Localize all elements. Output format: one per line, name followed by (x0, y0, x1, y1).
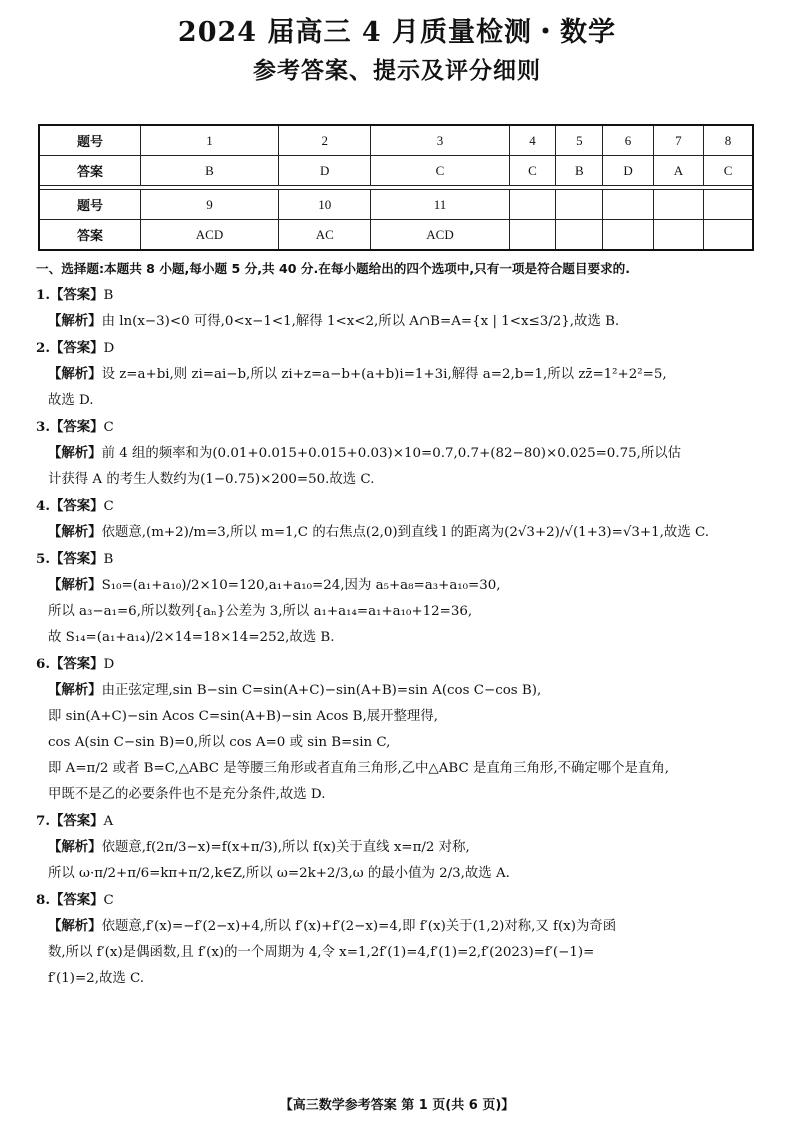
analysis-text: 依题意,f(2π/3−x)=f(x+π/3),所以 f(x)关于直线 x=π/2 对称, (101, 840, 470, 855)
table-cell (509, 190, 556, 220)
analysis-line (36, 730, 760, 756)
table-cell: ACD (371, 220, 509, 251)
table-cell (556, 220, 603, 251)
answer-label: 【答案】 (49, 893, 104, 908)
question-number: 7. (36, 813, 50, 829)
table-cell: 4 (509, 125, 556, 156)
analysis-text: 即 sin(A+C)−sin Acos C=sin(A+B)−sin Acos B,展开整理得, (48, 709, 438, 724)
row-label-question: 题号 (39, 190, 141, 220)
table-cell: C (371, 156, 509, 186)
analysis-label: 【解析】 (48, 683, 102, 698)
table-cell (603, 190, 653, 220)
analysis-text: 即 A=π/2 或者 B=C,△ABC 是等腰三角形或者直角三角形,乙中△ABC 是直角三角形,不确定哪个是直角, (48, 761, 669, 776)
analysis-text: 前 4 组的频率和为(0.01+0.015+0.015+0.03)×10=0.7,0.7+(82−80)×0.025=0.75,所以估 (101, 446, 682, 461)
analysis-text: cos A(sin C−sin B)=0,所以 cos A=0 或 sin B=sin C, (48, 735, 391, 750)
answer-line (36, 546, 760, 573)
question-number: 4. (36, 498, 50, 514)
question-block (36, 335, 760, 414)
question-block (36, 282, 760, 335)
table-cell: AC (279, 220, 371, 251)
table-row-numbers-2 (39, 190, 753, 220)
answer-value: C (103, 893, 114, 908)
page-title: 2024 届高三 4 月质量检测・数学 (177, 17, 617, 48)
analysis-line (36, 704, 760, 730)
question-block (36, 651, 760, 808)
question-number: 1. (36, 287, 50, 303)
table-cell (704, 220, 753, 251)
analysis-text: f′(1)=2,故选 C. (48, 971, 145, 986)
section-heading: 一、选择题:本题共 8 小题,每小题 5 分,共 40 分.在每小题给出的四个选项中,只有一项是符合题目要求的. (36, 261, 631, 276)
table-cell: 6 (603, 125, 653, 156)
table-cell (509, 220, 556, 251)
answer-value: D (103, 657, 115, 672)
answer-value: C (103, 420, 114, 435)
answer-value: A (103, 814, 114, 829)
table-cell: D (279, 156, 371, 186)
analysis-line (36, 573, 760, 599)
analysis-text: 设 z=a+bi,则 zi=ai−b,所以 zi+z=a−b+(a+b)i=1+3i,解得 a=2,b=1,所以 zz̄=1²+2²=5, (101, 367, 667, 382)
answer-label: 【答案】 (49, 341, 104, 356)
analysis-line (36, 625, 760, 651)
answer-line (36, 493, 760, 520)
analysis-label: 【解析】 (48, 525, 102, 540)
question-number: 8. (36, 892, 50, 908)
table-cell: 11 (371, 190, 509, 220)
table-row-answers-1 (39, 156, 753, 186)
solutions-body (36, 256, 760, 992)
analysis-text: 甲既不是乙的必要条件也不是充分条件,故选 D. (48, 787, 326, 802)
table-cell (653, 190, 703, 220)
analysis-label: 【解析】 (48, 367, 102, 382)
table-cell (556, 190, 603, 220)
table-row-numbers-1 (39, 125, 753, 156)
question-number: 2. (36, 340, 50, 356)
analysis-line (36, 362, 760, 388)
analysis-line (36, 520, 760, 546)
analysis-label: 【解析】 (48, 840, 102, 855)
analysis-text: 故 S₁₄=(a₁+a₁₄)/2×14=18×14=252,故选 B. (48, 630, 335, 645)
analysis-line (36, 309, 760, 335)
answer-line (36, 282, 760, 309)
analysis-label: 【解析】 (48, 578, 102, 593)
table-cell: 8 (704, 125, 753, 156)
analysis-label: 【解析】 (48, 919, 102, 934)
answer-line (36, 414, 760, 441)
answer-label: 【答案】 (49, 552, 104, 567)
page-subtitle: 参考答案、提示及评分细则 (253, 57, 541, 84)
table-cell: 9 (141, 190, 279, 220)
table-cell (653, 220, 703, 251)
question-list (36, 282, 760, 992)
question-number: 6. (36, 656, 50, 672)
question-number: 3. (36, 419, 50, 435)
table-cell: A (653, 156, 703, 186)
analysis-text: 由 ln(x−3)<0 可得,0<x−1<1,解得 1<x<2,所以 A∩B=A={x | 1<x≤3/2},故选 B. (101, 314, 620, 329)
row-label-answer: 答案 (39, 220, 141, 251)
analysis-text: S₁₀=(a₁+a₁₀)/2×10=120,a₁+a₁₀=24,因为 a₅+a₈=a₃+a₁₀=30, (101, 578, 501, 593)
answer-line (36, 651, 760, 678)
analysis-line (36, 467, 760, 493)
analysis-line (36, 861, 760, 887)
analysis-label: 【解析】 (48, 446, 102, 461)
answer-label: 【答案】 (49, 288, 104, 303)
analysis-line (36, 441, 760, 467)
analysis-line (36, 756, 760, 782)
question-block (36, 493, 760, 546)
answer-value: B (103, 288, 114, 303)
table-cell: ACD (141, 220, 279, 251)
page-footer: 【高三数学参考答案 第 1 页(共 6 页)】 (279, 1098, 515, 1113)
answer-line (36, 335, 760, 362)
analysis-line (36, 914, 760, 940)
table-cell: D (603, 156, 653, 186)
question-block (36, 808, 760, 887)
table-cell (704, 190, 753, 220)
answer-label: 【答案】 (49, 657, 104, 672)
row-label-question: 题号 (39, 125, 141, 156)
answer-line (36, 808, 760, 835)
answer-value: C (103, 499, 114, 514)
table-cell: 2 (279, 125, 371, 156)
table-cell: 3 (371, 125, 509, 156)
answer-value: D (103, 341, 115, 356)
analysis-line (36, 782, 760, 808)
analysis-text: 所以 a₃−a₁=6,所以数列{aₙ}公差为 3,所以 a₁+a₁₄=a₁+a₁₀+12=36, (48, 604, 473, 619)
table-cell: 1 (141, 125, 279, 156)
analysis-line (36, 835, 760, 861)
question-block (36, 414, 760, 493)
table-cell: 10 (279, 190, 371, 220)
analysis-line (36, 599, 760, 625)
answer-label: 【答案】 (49, 420, 104, 435)
table-cell: C (704, 156, 753, 186)
question-block (36, 546, 760, 651)
answer-label: 【答案】 (49, 499, 104, 514)
table-cell: 5 (556, 125, 603, 156)
analysis-text: 故选 D. (48, 393, 94, 408)
analysis-text: 依题意,(m+2)/m=3,所以 m=1,C 的右焦点(2,0)到直线 l 的距离为(2√3+2)/√(1+3)=√3+1,故选 C. (101, 525, 709, 540)
analysis-line (36, 940, 760, 966)
row-label-answer: 答案 (39, 156, 141, 186)
analysis-text: 依题意,f′(x)=−f′(2−x)+4,所以 f′(x)+f′(2−x)=4,即 f′(x)关于(1,2)对称,又 f(x)为奇函 (101, 919, 617, 934)
answer-line (36, 887, 760, 914)
table-cell: B (556, 156, 603, 186)
analysis-text: 由正弦定理,sin B−sin C=sin(A+C)−sin(A+B)=sin A(cos C−cos B), (101, 683, 542, 698)
question-number: 5. (36, 551, 50, 567)
analysis-text: 计获得 A 的考生人数约为(1−0.75)×200=50.故选 C. (48, 472, 375, 487)
analysis-line (36, 678, 760, 704)
table-cell: B (141, 156, 279, 186)
table-cell: C (509, 156, 556, 186)
analysis-text: 所以 ω·π/2+π/6=kπ+π/2,k∈Z,所以 ω=2k+2/3,ω 的最小值为 2/3,故选 A. (48, 866, 510, 881)
answer-value: B (103, 552, 114, 567)
answer-label: 【答案】 (49, 814, 104, 829)
table-row-answers-2 (39, 220, 753, 251)
analysis-line (36, 388, 760, 414)
answer-table (38, 124, 754, 251)
table-cell: 7 (653, 125, 703, 156)
analysis-line (36, 966, 760, 992)
table-cell (603, 220, 653, 251)
question-block (36, 887, 760, 992)
analysis-label: 【解析】 (48, 314, 102, 329)
analysis-text: 数,所以 f′(x)是偶函数,且 f′(x)的一个周期为 4,令 x=1,2f′(1)=4,f′(1)=2,f′(2023)=f′(−1)= (48, 945, 595, 960)
